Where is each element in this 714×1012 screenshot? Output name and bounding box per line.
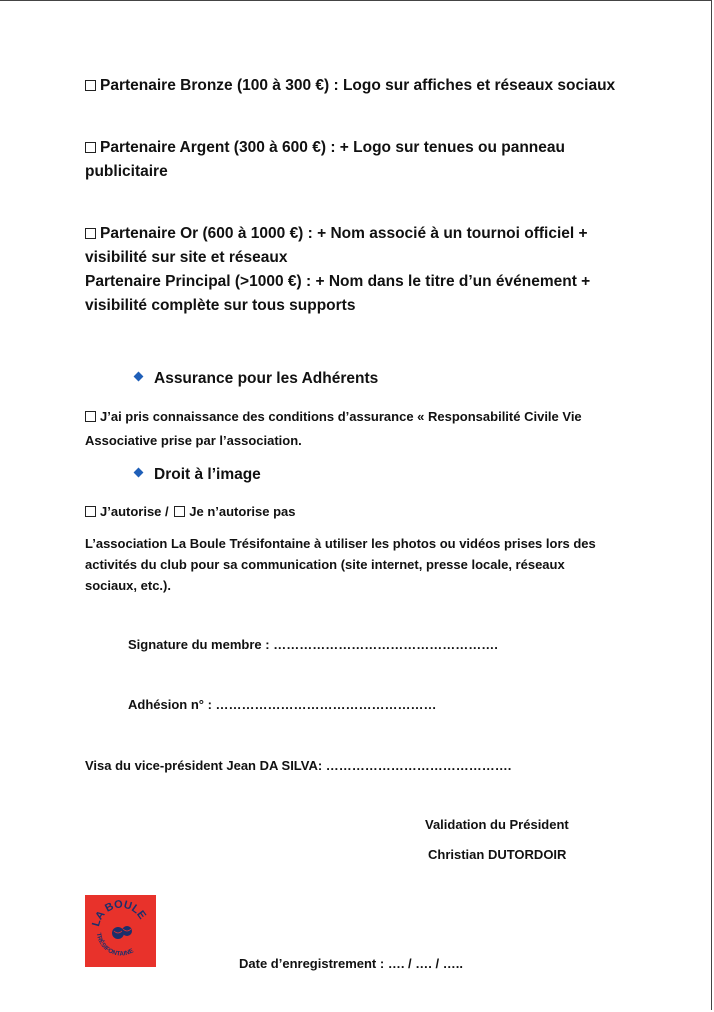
- checkbox[interactable]: [85, 411, 96, 422]
- authorize-label: J’autorise /: [100, 504, 169, 519]
- image-rights-text-line: L’association La Boule Trésifontaine à utiliser les photos ou vidéos prises lors des: [85, 536, 596, 551]
- checkbox[interactable]: [85, 80, 96, 91]
- checkbox[interactable]: [85, 142, 96, 153]
- image-rights-choice: [85, 501, 295, 522]
- insurance-heading: [135, 367, 378, 391]
- not-authorize-checkbox[interactable]: [174, 506, 185, 517]
- image-rights-text-line: sociaux, etc.).: [85, 578, 171, 593]
- partner-argent-label: Partenaire Argent (300 à 600 €) : + Logo sur tenues ou panneau: [100, 139, 565, 156]
- partner-principal-label: Partenaire Principal (>1000 €) : + Nom dans le titre d’un événement +: [85, 273, 591, 290]
- partner-or-label-cont: visibilité sur site et réseaux: [85, 249, 288, 266]
- authorize-checkbox[interactable]: [85, 506, 96, 517]
- insurance-ack-text: J’ai pris connaissance des conditions d’assurance « Responsabilité Civile Vie: [100, 409, 582, 424]
- partner-bronze-label: Partenaire Bronze (100 à 300 €) : Logo sur affiches et réseaux sociaux: [100, 77, 616, 94]
- club-logo: [85, 895, 156, 967]
- not-authorize-label: Je n’autorise pas: [189, 504, 296, 519]
- insurance-heading-text: Assurance pour les Adhérents: [154, 370, 379, 387]
- partner-argent[interactable]: [85, 136, 565, 184]
- diamond-bullet-icon: [134, 468, 144, 478]
- insurance-ack-text-cont: Associative prise par l’association.: [85, 433, 302, 448]
- image-rights-text: [85, 533, 596, 596]
- partner-or-label: Partenaire Or (600 à 1000 €) : + Nom associé à un tournoi officiel +: [100, 225, 588, 242]
- validation-title: Validation du Président: [425, 817, 569, 832]
- validation-name: Christian DUTORDOIR: [428, 847, 567, 862]
- partner-bronze[interactable]: [85, 74, 615, 98]
- signature-field[interactable]: Signature du membre : …………………………………………….: [128, 637, 498, 652]
- visa-field[interactable]: Visa du vice-président Jean DA SILVA: …………………………………….: [85, 758, 512, 773]
- registration-date[interactable]: Date d’enregistrement : …. / …. / …..: [239, 956, 463, 971]
- partner-argent-label-cont: publicitaire: [85, 163, 168, 180]
- logo-top-text: LA BOULE: [90, 898, 149, 928]
- adhesion-field[interactable]: Adhésion n° : ……………………………………………: [128, 697, 437, 712]
- image-rights-heading-text: Droit à l’image: [154, 466, 261, 483]
- diamond-bullet-icon: [134, 372, 144, 382]
- insurance-ack[interactable]: [85, 406, 582, 451]
- partner-principal-label-cont: visibilité complète sur tous supports: [85, 297, 356, 314]
- image-rights-text-line: activités du club pour sa communication (site internet, presse locale, réseaux: [85, 557, 565, 572]
- boule-logo-icon: [85, 895, 156, 967]
- partner-or[interactable]: [85, 222, 590, 318]
- image-rights-heading: [135, 463, 261, 487]
- logo-bottom-text: TRÉSIFONTAINE: [94, 932, 135, 958]
- checkbox[interactable]: [85, 228, 96, 239]
